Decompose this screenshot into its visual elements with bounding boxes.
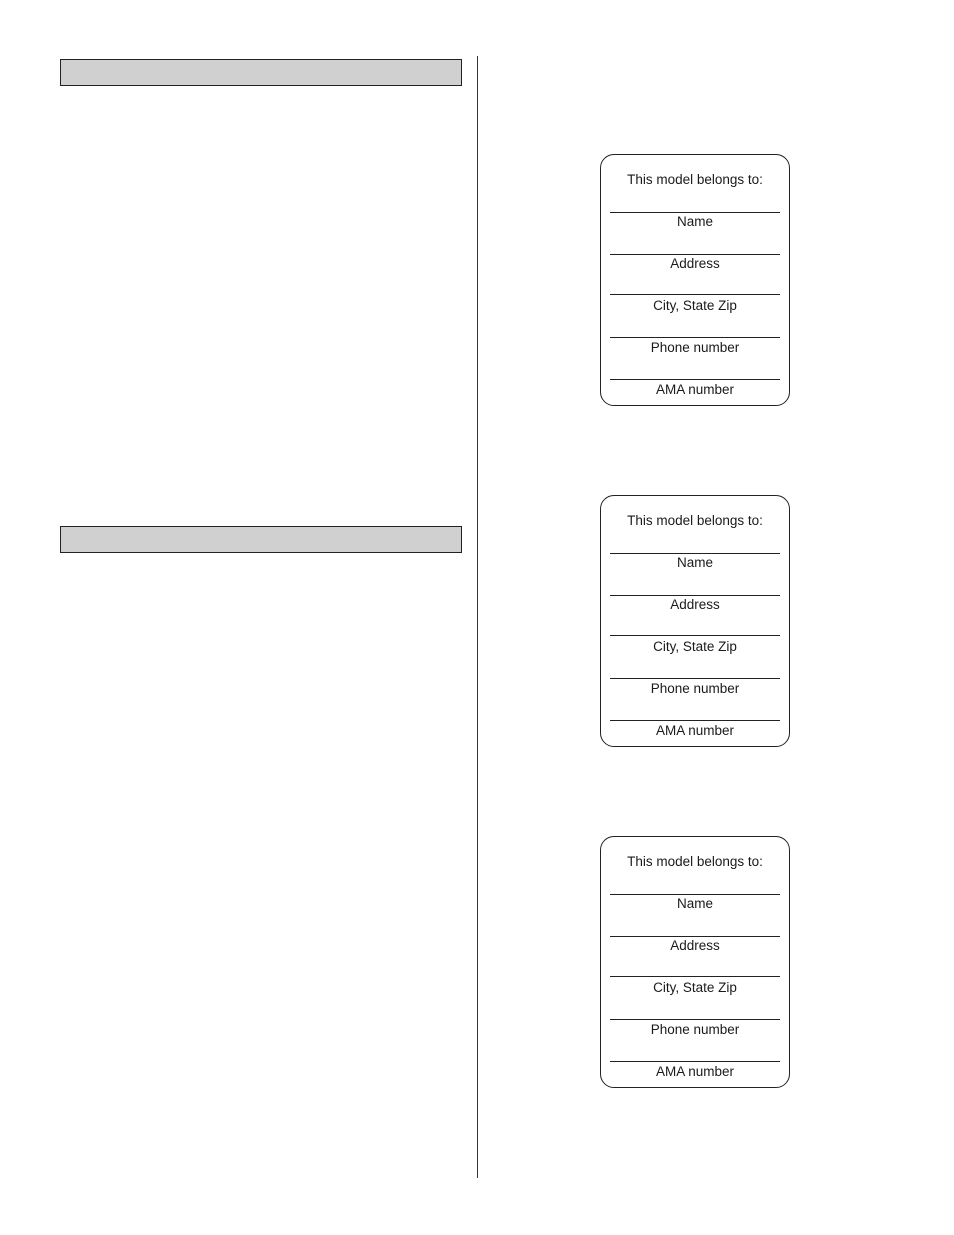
write-in-line — [610, 294, 780, 295]
city-state-zip-label: City, State Zip — [653, 980, 737, 995]
write-in-line — [610, 553, 780, 554]
phone-number-label: Phone number — [650, 681, 740, 696]
card-title: This model belongs to: — [627, 172, 763, 187]
address-label: Address — [670, 597, 720, 612]
write-in-line — [610, 976, 780, 977]
city-state-zip-label: City, State Zip — [653, 298, 737, 313]
section-header-bar — [60, 59, 462, 86]
write-in-line — [610, 720, 780, 721]
section-header-bar — [60, 526, 462, 553]
column-divider — [477, 56, 478, 1178]
ownership-label-card — [600, 836, 790, 1088]
city-state-zip-label: City, State Zip — [653, 639, 737, 654]
write-in-line — [610, 337, 780, 338]
write-in-line — [610, 635, 780, 636]
card-title: This model belongs to: — [627, 513, 763, 528]
ama-number-label: AMA number — [655, 1064, 735, 1079]
write-in-line — [610, 894, 780, 895]
write-in-line — [610, 595, 780, 596]
write-in-line — [610, 379, 780, 380]
write-in-line — [610, 1061, 780, 1062]
ama-number-label: AMA number — [655, 382, 735, 397]
ownership-label-card — [600, 495, 790, 747]
ama-number-label: AMA number — [655, 723, 735, 738]
write-in-line — [610, 936, 780, 937]
address-label: Address — [670, 938, 720, 953]
write-in-line — [610, 678, 780, 679]
name-label: Name — [676, 555, 713, 570]
phone-number-label: Phone number — [650, 340, 740, 355]
name-label: Name — [676, 896, 713, 911]
address-label: Address — [670, 256, 720, 271]
write-in-line — [610, 254, 780, 255]
card-title: This model belongs to: — [627, 854, 763, 869]
write-in-line — [610, 212, 780, 213]
ownership-label-card — [600, 154, 790, 406]
phone-number-label: Phone number — [650, 1022, 740, 1037]
write-in-line — [610, 1019, 780, 1020]
name-label: Name — [676, 214, 713, 229]
